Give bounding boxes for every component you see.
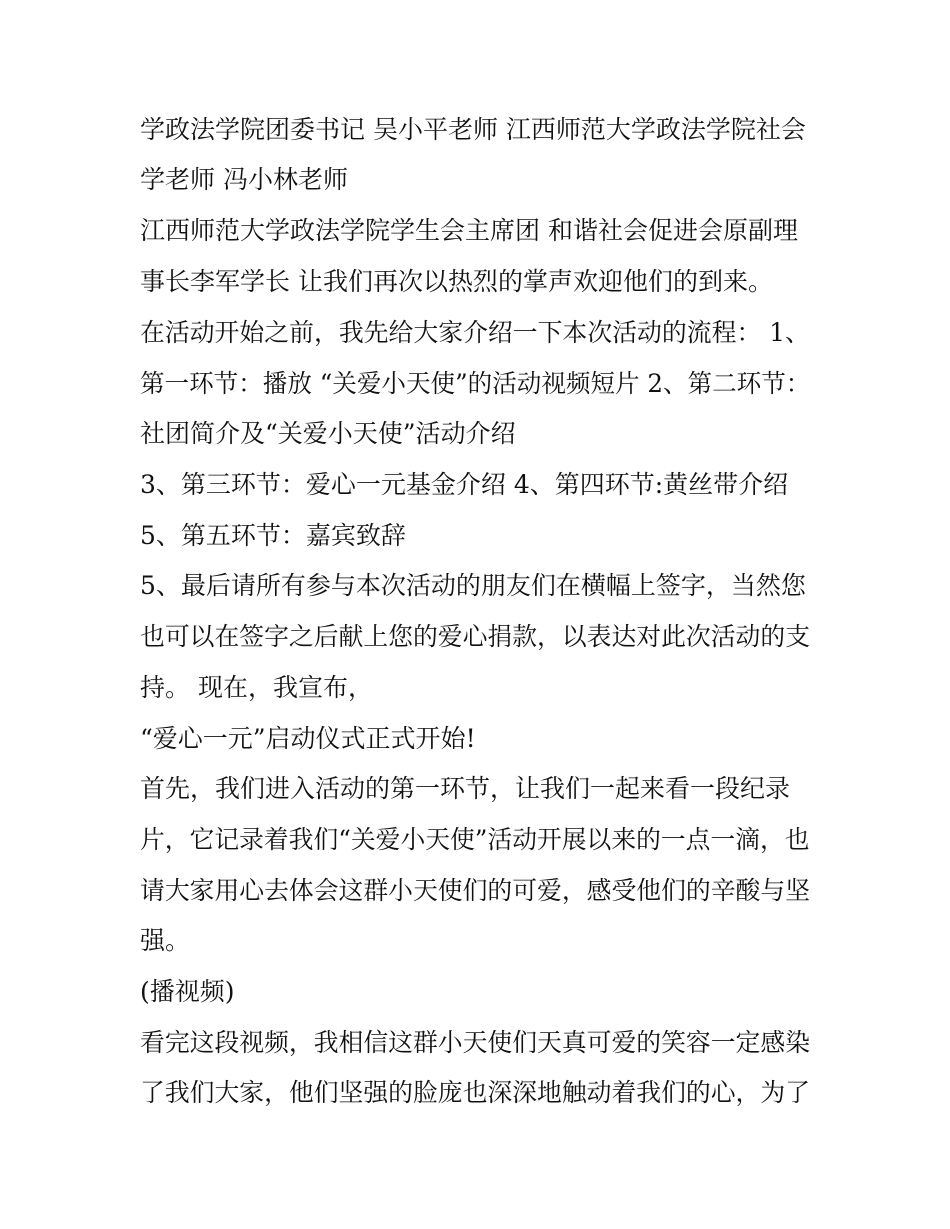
text-line-6: 第一环节：播放 “关爱小天使”的活动视频短片 2、第二环节：	[140, 369, 811, 398]
text-line-9: 5、第五环节：嘉宾致辞	[140, 521, 406, 550]
text-line-10: 5、最后请所有参与本次活动的朋友们在横幅上签字，当然您	[140, 571, 806, 600]
text-line-1: 学政法学院团委书记 吴小平老师 江西师范大学政法学院社会	[140, 115, 806, 144]
text-line-16: 请大家用心去体会这群小天使们的可爱，感受他们的辛酸与坚	[140, 876, 811, 905]
text-line-8: 3、第三环节：爱心一元基金介绍 4、第四环节:黄丝带介绍	[140, 470, 789, 499]
text-line-4: 事长李军学长 让我们再次以热烈的掌声欢迎他们的到来。	[140, 267, 773, 296]
text-line-5: 在活动开始之前，我先给大家介绍一下本次活动的流程： 1、	[140, 318, 810, 347]
text-line-11: 也可以在签字之后献上您的爱心捐款，以表达对此次活动的支	[140, 622, 811, 651]
text-line-17: 强。	[140, 926, 191, 955]
text-line-19: 看完这段视频，我相信这群小天使们天真可爱的笑容一定感染	[140, 1028, 811, 1057]
text-line-13: “爱心一元”启动仪式正式开始!	[140, 724, 476, 753]
text-line-14: 首先，我们进入活动的第一环节，让我们一起来看一段纪录	[140, 774, 791, 803]
text-line-20: 了我们大家，他们坚强的脸庞也深深地触动着我们的心，为了	[140, 1078, 811, 1107]
text-line-3: 江西师范大学政法学院学生会主席团 和谐社会促进会原副理	[140, 216, 798, 245]
text-line-15: 片，它记录着我们“关爱小天使”活动开展以来的一点一滴，也	[140, 825, 810, 854]
text-line-18: (播视频)	[140, 977, 235, 1006]
text-line-7: 社团简介及“关爱小天使”活动介绍	[140, 419, 516, 448]
text-line-12: 持。 现在，我宣布，	[140, 673, 373, 702]
text-line-2: 学老师 冯小林老师	[140, 165, 348, 194]
